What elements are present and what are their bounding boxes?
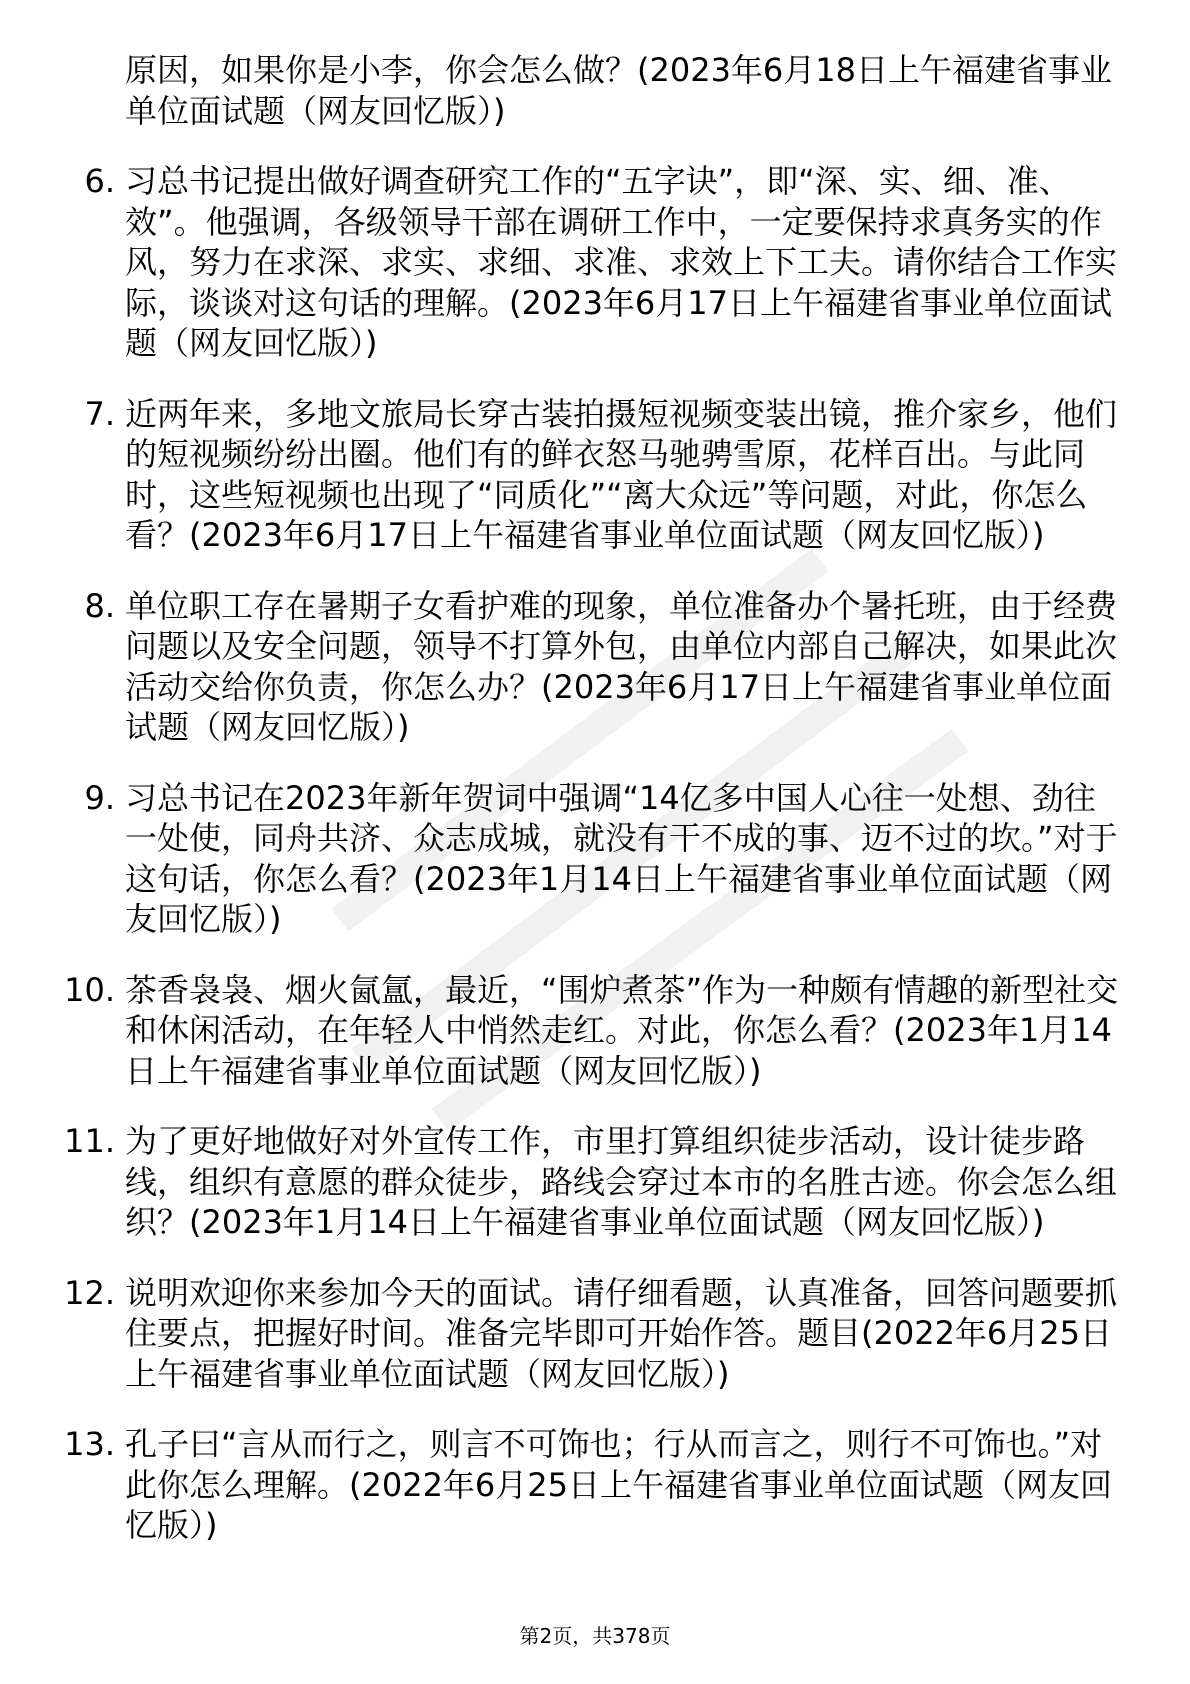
question-text: 茶香袅袅、烟火氤氲，最近，“围炉煮茶”作为一种颇有情趣的新型社交和休闲活动，在年轻人中悄然走红。对此，你怎么看？(2023年1月14日上午福建省事业单位面试题（网友回忆版）) xyxy=(125,970,1119,1090)
question-number: 7. xyxy=(84,394,115,433)
question-text: 习总书记在2023年新年贺词中强调“14亿多中国人心往一处想、劲往一处使，同舟共济、众志成城，就没有干不成的事、迈不过的坎。”对于这句话，你怎么看？(2023年1月14日上午福建省事业单位面试题（网友回忆版）) xyxy=(125,778,1118,938)
question-number: 9. xyxy=(84,778,115,817)
question-text: 孔子曰“言从而行之，则言不可饰也；行从而言之，则行不可饰也。”对此你怎么理解。(2022年6月25日上午福建省事业单位面试题（网友回忆版）) xyxy=(125,1425,1113,1544)
question-item xyxy=(84,161,1125,364)
question-number: 13. xyxy=(64,1425,115,1463)
question-item xyxy=(64,970,1125,1092)
question-item xyxy=(64,1273,1125,1395)
question-number: 6. xyxy=(84,162,115,200)
question-number: 10. xyxy=(64,970,115,1009)
question-number: 12. xyxy=(64,1273,115,1312)
question-item xyxy=(64,1121,1125,1243)
question-item xyxy=(64,1424,1125,1546)
continued-question-text: 原因，如果你是小李，你会怎么做？(2023年6月18日上午福建省事业单位面试题（网友回忆版）) xyxy=(125,51,1113,130)
question-text: 说明欢迎你来参加今天的面试。请仔细看题，认真准备，回答问题要抓住要点，把握好时间。准备完毕即可开始作答。题目(2022年6月25日上午福建省事业单位面试题（网友回忆版）) xyxy=(125,1273,1118,1393)
question-item xyxy=(84,778,1125,940)
question-list xyxy=(0,50,1190,1576)
question-text: 单位职工存在暑期子女看护难的现象，单位准备办个暑托班，由于经费问题以及安全问题，领导不打算外包，由单位内部自己解决，如果此次活动交给你负责，你怎么办？(2023年6月17日上午福建省事业单位面试题（网友回忆版）) xyxy=(125,586,1118,746)
question-item xyxy=(84,586,1125,748)
question-number: 8. xyxy=(84,586,115,625)
question-text: 习总书记提出做好调查研究工作的“五字诀”，即“深、实、细、准、效”。他强调，各级领导干部在调研工作中，一定要保持求真务实的作风，努力在求深、求实、求细、求准、求效上下工夫。请你结合工作实际，谈谈对这句话的理解。(2023年6月17日上午福建省事业单位面试题（网友回忆版）) xyxy=(125,162,1118,362)
question-text: 近两年来，多地文旅局长穿古装拍摄短视频变装出镜，推介家乡，他们的短视频纷纷出圈。他们有的鲜衣怒马驰骋雪原，花样百出。与此同时，这些短视频也出现了“同质化”“离大众远”等问题，对此，你怎么看？(2023年6月17日上午福建省事业单位面试题（网友回忆版）) xyxy=(125,394,1118,554)
question-item xyxy=(84,394,1125,556)
page-number-footer: 第2页，共378页 xyxy=(519,1624,671,1648)
question-text: 为了更好地做好对外宣传工作，市里打算组织徒步活动，设计徒步路线，组织有意愿的群众徒步，路线会穿过本市的名胜古迹。你会怎么组织？(2023年1月14日上午福建省事业单位面试题（网友回忆版）) xyxy=(125,1122,1118,1241)
question-number: 11. xyxy=(64,1122,115,1160)
